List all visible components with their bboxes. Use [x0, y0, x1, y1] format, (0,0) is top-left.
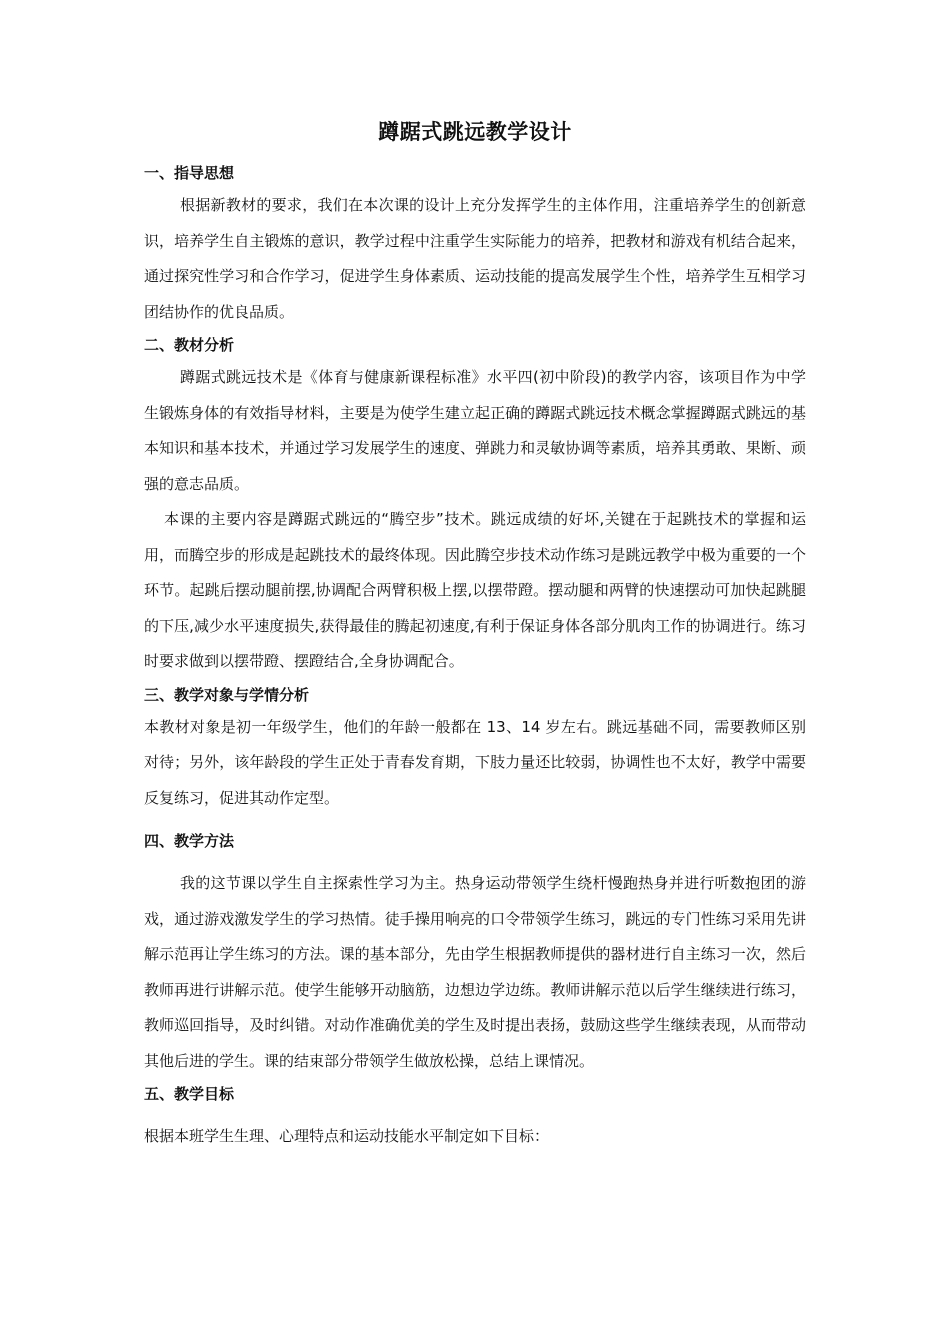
- section-heading-teaching-goals: 五、教学目标: [144, 1085, 235, 1103]
- section-heading-teaching-method: 四、教学方法: [144, 832, 235, 850]
- document-title: 蹲踞式跳远教学设计: [378, 120, 572, 144]
- paragraph-student-analysis: 本教材对象是初一年级学生，他们的年龄一般都在 13、14 岁左右。跳远基础不同，需要教师区别对待；另外，该年龄段的学生正处于青春发育期，下肢力量还比较弱，协调性也不太好，教学中需要反复练习，促进其动作定型。: [144, 717, 806, 807]
- paragraph-teaching-method: 我的这节课以学生自主探索性学习为主。热身运动带领学生绕杆慢跑热身并进行听数抱团的游戏，通过游戏激发学生的学习热情。徒手操用响亮的口令带领学生练习，跳远的专门性练习采用先讲解示范再让学生练习的方法。课的基本部分，先由学生根据教师提供的器材进行自主练习一次，然后教师再进行讲解示范。使学生能够开动脑筋，边想边学边练。教师讲解示范以后学生继续进行练习，教师巡回指导，及时纠错。对动作准确优美的学生及时提出表扬，鼓励这些学生继续表现，从而带动其他后进的学生。课的结束部分带领学生做放松操，总结上课情况。: [144, 874, 806, 1070]
- document-body: [144, 112, 806, 1155]
- paragraph-material-analysis-2: 本课的主要内容是蹲踞式跳远的“腾空步”技术。跳远成绩的好坏,关键在于起跳技术的掌握和运用，而腾空步的形成是起跳技术的最终体现。因此腾空步技术动作练习是跳远教学中极为重要的一个环节。起跳后摆动腿前摆,协调配合两臂积极上摆,以摆带蹬。摆动腿和两臂的快速摆动可加快起跳腿的下压,减少水平速度损失,获得最佳的腾起初速度,有利于保证身体各部分肌肉工作的协调进行。练习时要求做到以摆带蹬、摆蹬结合,全身协调配合。: [144, 510, 806, 670]
- paragraph-guiding-ideology: 根据新教材的要求，我们在本次课的设计上充分发挥学生的主体作用，注重培养学生的创新意识，培养学生自主锻炼的意识，教学过程中注重学生实际能力的培养，把教材和游戏有机结合起来，通过探究性学习和合作学习，促进学生身体素质、运动技能的提高发展学生个性，培养学生互相学习团结协作的优良品质。: [144, 196, 806, 321]
- paragraph-teaching-goals: 根据本班学生生理、心理特点和运动技能水平制定如下目标：: [144, 1127, 550, 1145]
- section-heading-guiding-ideology: 一、指导思想: [144, 164, 235, 182]
- paragraph-material-analysis-1: 蹲踞式跳远技术是《体育与健康新课程标准》水平四(初中阶段)的教学内容，该项目作为中学生锻炼身体的有效指导材料，主要是为使学生建立起正确的蹲踞式跳远技术概念掌握蹲踞式跳远的基本知识和基本技术，并通过学习发展学生的速度、弹跳力和灵敏协调等素质，培养其勇敢、果断、顽强的意志品质。: [144, 368, 806, 493]
- section-heading-material-analysis: 二、教材分析: [144, 336, 235, 354]
- section-heading-student-analysis: 三、教学对象与学情分析: [144, 685, 310, 704]
